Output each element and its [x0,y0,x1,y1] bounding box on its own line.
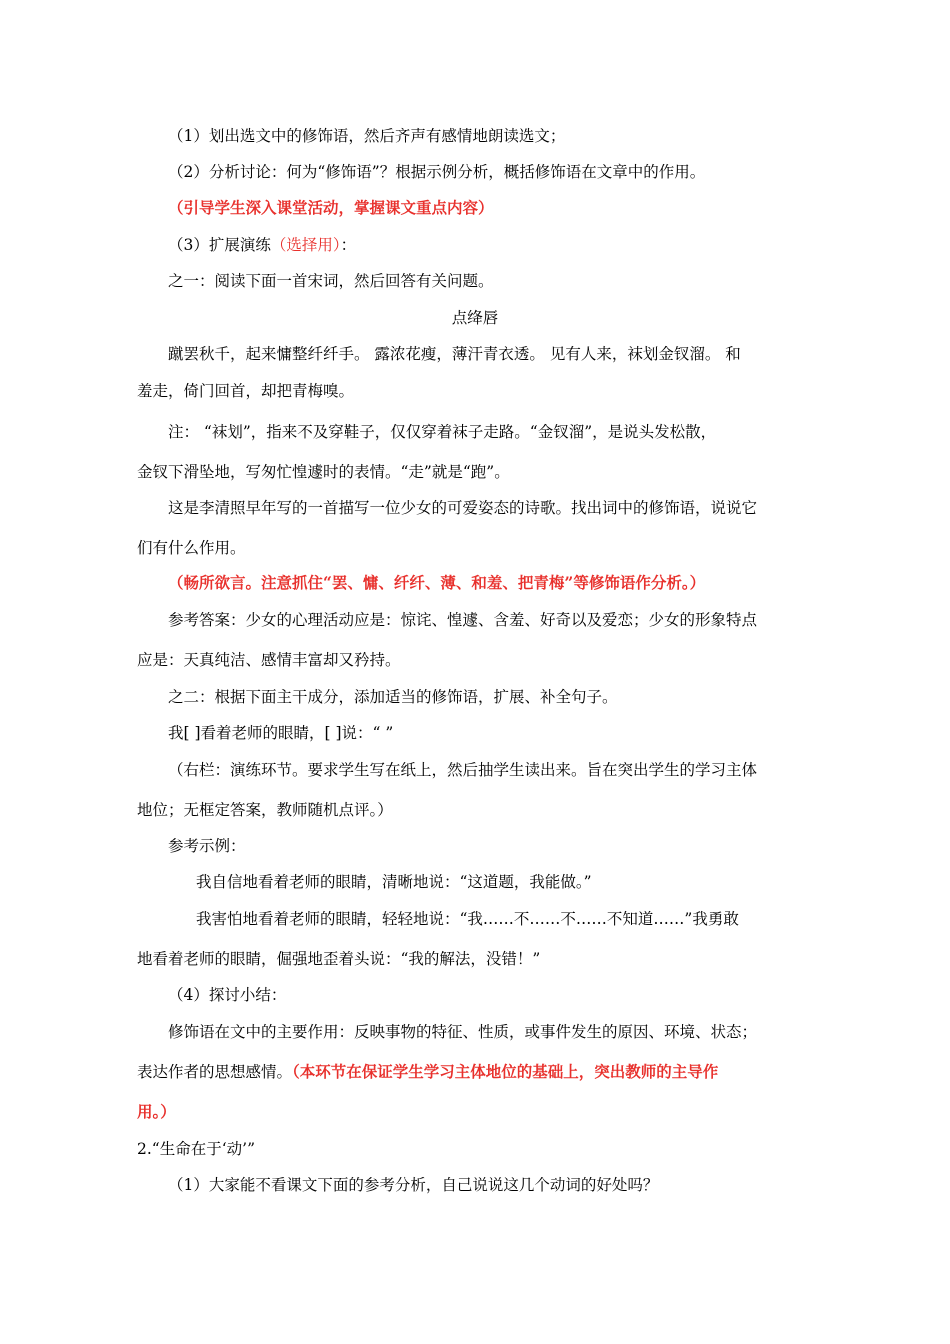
section-2-heading: 2.“生命在于‘动’” [137,1140,255,1158]
poem-title: 点绛唇 [451,309,499,327]
teaching-note: （引导学生深入课堂活动，掌握课文重点内容） [168,198,494,217]
poem-line-1: 蹴罢秋千，起来慵整纤纤手。 露浓花瘦，薄汗青衣透。 见有人来，袜划金钗溜。 和 [168,345,741,363]
example-heading: 参考示例： [168,837,246,855]
poem-line-2: 羞走，倚门回首，却把青梅嗅。 [137,382,355,400]
example-2-line-1: 我害怕地看着老师的眼睛，轻轻地说：“我……不……不……不知道……”我勇敢 [196,910,739,928]
step-1-text: （1）划出选文中的修饰语，然后齐声有感情地朗读选文； [168,127,566,145]
example-1: 我自信地看着老师的眼睛，清晰地说：“这道题，我能做。” [196,873,592,891]
fill-in-sentence: 我[ ]看着老师的眼睛，[ ]说：“ ” [168,724,394,742]
question-line-1: 这是李清照早年写的一首描写一位少女的可爱姿态的诗歌。找出词中的修饰语，说说它 [168,499,758,517]
section-2-question-1: （1）大家能不看课文下面的参考分析，自己说说这几个动词的好处吗？ [168,1176,659,1194]
summary-line-3: 用。） [137,1102,176,1121]
exercise-1-intro: 之一：阅读下面一首宋词，然后回答有关问题。 [168,272,494,290]
example-2-line-2: 地看着老师的眼睛，倔强地歪着头说：“我的解法，没错！” [137,950,541,968]
annotation-line-2: 金钗下滑坠地，写匆忙惶遽时的表情。“走”就是“跑”。 [137,463,510,481]
side-note-line-2: 地位；无框定答案，教师随机点评。） [137,801,393,819]
annotation-line-1: 注： “袜划”，指来不及穿鞋子，仅仅穿着袜子走路。“金钗溜”，是说头发松散， [168,423,717,441]
question-line-2: 们有什么作用。 [137,539,246,557]
answer-line-2: 应是：天真纯洁、感情丰富却又矜持。 [137,651,401,669]
step-3-heading: （3）扩展演练（选择用）： [168,236,357,254]
summary-line-1: 修饰语在文中的主要作用：反映事物的特征、性质，或事件发生的原因、环境、状态； [168,1023,758,1041]
exercise-2-intro: 之二：根据下面主干成分，添加适当的修饰语，扩展、补全句子。 [168,688,618,706]
summary-line-2: 表达作者的思想感情。（本环节在保证学生学习主体地位的基础上，突出教师的主导作 [137,1062,719,1081]
step-2-text: （2）分析讨论：何为“修饰语”？根据示例分析，概括修饰语在文章中的作用。 [168,163,706,181]
discussion-note: （畅所欲言。注意抓住“罢、慵、纤纤、薄、和羞、把青梅”等修饰语作分析。） [168,573,706,592]
side-note-line-1: （右栏：演练环节。要求学生写在纸上，然后抽学生读出来。旨在突出学生的学习主体 [168,761,758,779]
answer-line-1: 参考答案：少女的心理活动应是：惊诧、惶遽、含羞、好奇以及爱恋；少女的形象特点 [168,611,758,629]
step-4-heading: （4）探讨小结： [168,986,287,1004]
